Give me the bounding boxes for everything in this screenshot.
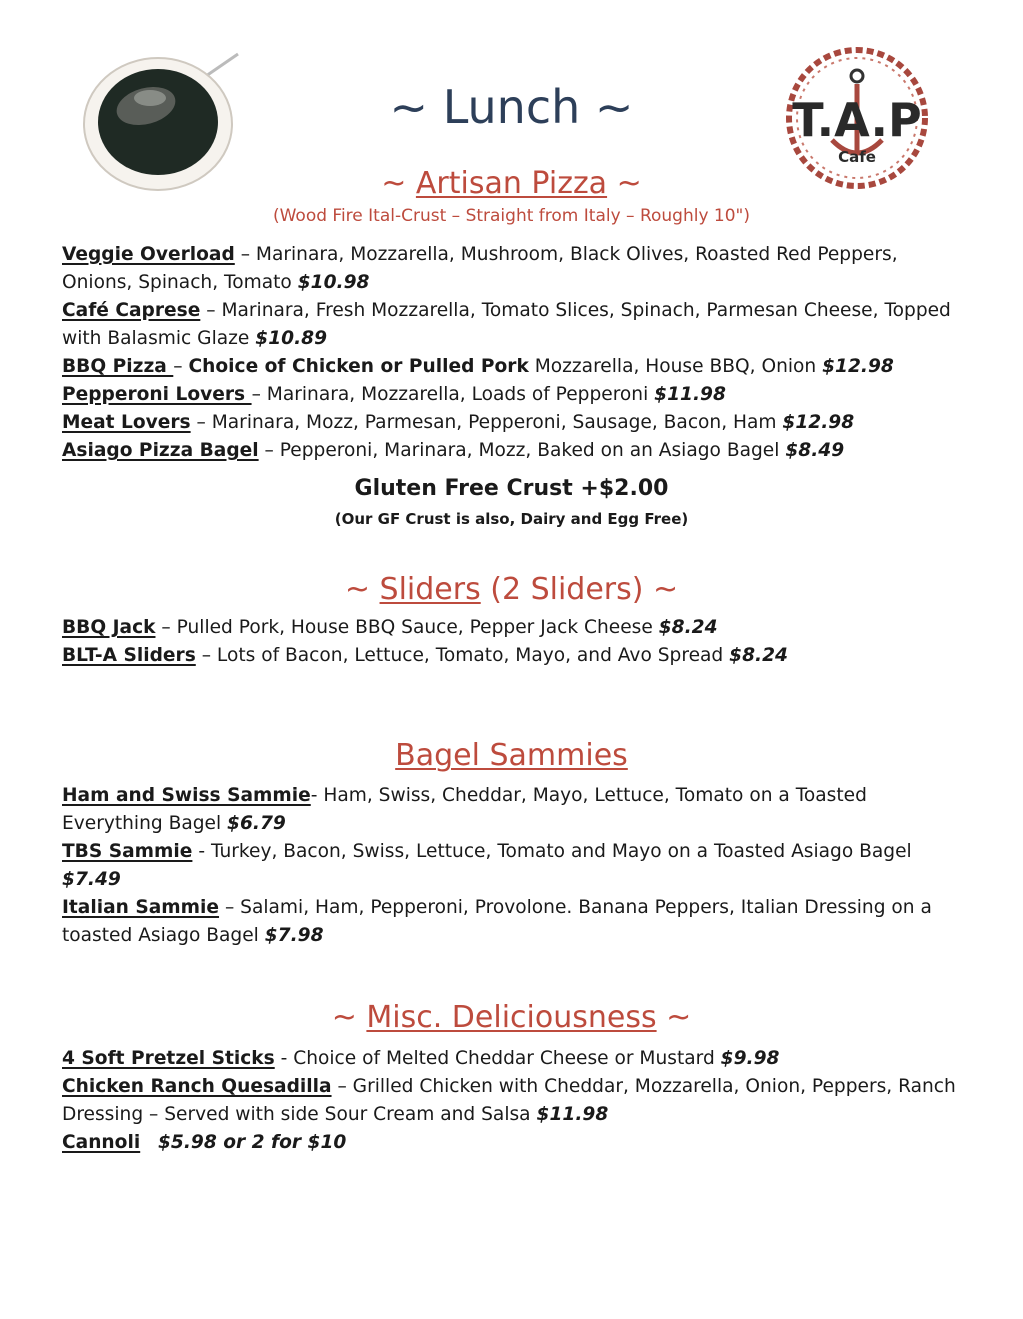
item-desc: Lots of Bacon, Lettuce, Tomato, Mayo, and Avo Spread — [216, 645, 730, 666]
sliders-heading: ~ Sliders (2 Sliders) ~ — [344, 572, 679, 607]
menu-item: Café Caprese – Marinara, Fresh Mozzarella, Tomato Slices, Spinach, Parmesan Cheese, Topped with Balasmic Glaze $10.89 — [62, 300, 951, 349]
item-name: Ham and Swiss Sammie — [62, 785, 311, 806]
menu-item: 4 Soft Pretzel Sticks - Choice of Melted Cheddar Cheese or Mustard $9.98 — [62, 1048, 780, 1069]
item-price: $10.89 — [255, 328, 328, 349]
item-price: $8.24 — [658, 617, 718, 638]
item-desc: Mozzarella, House BBQ, Onion — [528, 356, 823, 377]
item-price: $8.24 — [729, 645, 788, 666]
misc-heading: ~ Misc. Deliciousness ~ — [331, 1000, 692, 1035]
misc-heading-text: Misc. Deliciousness — [366, 1000, 657, 1035]
page-title: ~ Lunch ~ — [389, 80, 634, 134]
item-desc: Salami, Ham, Pepperoni, Provolone. Banana Peppers, Italian Dressing on a toasted Asiago Bagel — [62, 897, 932, 946]
item-desc: Ham, Swiss, Cheddar, Mayo, Lettuce, Tomato on a Toasted Everything Bagel — [62, 785, 867, 834]
item-name: Pepperoni Lovers — [62, 384, 252, 405]
pizza-subtitle: (Wood Fire Ital-Crust – Straight from Italy – Roughly 10") — [272, 206, 751, 226]
menu-item: Meat Lovers – Marinara, Mozz, Parmesan, Pepperoni, Sausage, Bacon, Ham $12.98 — [62, 412, 855, 433]
item-price: $7.49 — [62, 869, 121, 890]
menu-item: BLT-A Sliders – Lots of Bacon, Lettuce, Tomato, Mayo, and Avo Spread $8.24 — [62, 645, 788, 666]
bagels-heading — [0, 738, 1023, 773]
item-price: $11.98 — [536, 1104, 609, 1125]
menu-item: BBQ Jack – Pulled Pork, House BBQ Sauce, Pepper Jack Cheese $8.24 — [62, 617, 718, 638]
bagels-list — [62, 782, 972, 950]
item-name: 4 Soft Pretzel Sticks — [62, 1048, 275, 1069]
item-price: $5.98 or 2 for $10 — [157, 1132, 347, 1153]
bagels-heading-text: Bagel Sammies — [395, 738, 628, 773]
item-choice: Choice of Chicken or Pulled Pork — [188, 356, 529, 377]
logo-letters: T.A.P — [792, 93, 922, 147]
item-name: BLT-A Sliders — [62, 645, 196, 666]
item-desc: Marinara, Mozz, Parmesan, Pepperoni, Sausage, Bacon, Ham — [211, 412, 783, 433]
item-price: $9.98 — [720, 1048, 780, 1069]
item-name: Italian Sammie — [62, 897, 220, 918]
item-desc: Pulled Pork, House BBQ Sauce, Pepper Jack Cheese — [176, 617, 659, 638]
item-desc: Grilled Chicken with Cheddar, Mozzarella, Onion, Peppers, Ranch Dressing – Served with side Sour Cream and Salsa — [62, 1076, 956, 1125]
item-name: BBQ Jack — [62, 617, 156, 638]
menu-item: Ham and Swiss Sammie- Ham, Swiss, Cheddar, Mayo, Lettuce, Tomato on a Toasted Everything Bagel $6.79 — [62, 785, 867, 834]
sliders-list — [62, 614, 972, 670]
item-price: $6.79 — [227, 813, 286, 834]
item-name: BBQ Pizza — [62, 356, 174, 377]
item-price: $10.98 — [297, 272, 370, 293]
item-name: Cannoli — [62, 1132, 141, 1153]
item-name: TBS Sammie — [62, 841, 193, 862]
pizza-heading-text: Artisan Pizza — [415, 166, 608, 201]
menu-item: Chicken Ranch Quesadilla – Grilled Chicken with Cheddar, Mozzarella, Onion, Peppers, Ranch Dressing – Served with side Sour Cream and Salsa $11.98 — [62, 1076, 956, 1125]
logo-sub: Cafe — [838, 148, 876, 166]
gluten-free-subnote: (Our GF Crust is also, Dairy and Egg Free) — [334, 510, 689, 528]
item-price: $11.98 — [654, 384, 726, 405]
item-price: $8.49 — [785, 440, 845, 461]
pizza-list — [62, 241, 972, 465]
menu-item: Veggie Overload – Marinara, Mozzarella, Mushroom, Black Olives, Roasted Red Peppers, Onions, Spinach, Tomato $10.98 — [62, 244, 898, 293]
pizza-heading: ~ Artisan Pizza ~ — [381, 166, 642, 201]
item-name: Veggie Overload — [62, 244, 235, 265]
menu-item — [62, 1129, 972, 1157]
item-name: Asiago Pizza Bagel — [62, 440, 259, 461]
misc-list — [62, 1045, 972, 1157]
item-name: Meat Lovers — [62, 412, 191, 433]
item-desc: Choice of Melted Cheddar Cheese or Mustard — [293, 1048, 721, 1069]
menu-item: BBQ Pizza – Choice of Chicken or Pulled Pork Mozzarella, House BBQ, Onion $12.98 — [62, 356, 894, 377]
item-name: Chicken Ranch Quesadilla — [62, 1076, 332, 1097]
item-price: $7.98 — [264, 925, 324, 946]
menu-item: TBS Sammie - Turkey, Bacon, Swiss, Lettuce, Tomato and Mayo on a Toasted Asiago Bagel $7.49 — [62, 841, 912, 890]
gluten-free-note: Gluten Free Crust +$2.00 — [354, 476, 669, 501]
menu-item: Italian Sammie – Salami, Ham, Pepperoni, Provolone. Banana Peppers, Italian Dressing on a toasted Asiago Bagel $7.98 — [62, 897, 932, 946]
item-price: $12.98 — [782, 412, 855, 433]
item-desc: Marinara, Mozzarella, Mushroom, Black Olives, Roasted Red Peppers, Onions, Spinach, Tomato — [62, 244, 898, 293]
menu-item: Pepperoni Lovers – Marinara, Mozzarella, Loads of Pepperoni $11.98 — [62, 384, 726, 405]
menu-item: Asiago Pizza Bagel – Pepperoni, Marinara, Mozz, Baked on an Asiago Bagel $8.49 — [62, 440, 845, 461]
item-price: $12.98 — [822, 356, 894, 377]
sliders-heading-text: Sliders — [379, 572, 481, 607]
item-desc: Turkey, Bacon, Swiss, Lettuce, Tomato and Mayo on a Toasted Asiago Bagel — [210, 841, 912, 862]
item-name: Café Caprese — [62, 300, 201, 321]
item-desc: Pepperoni, Marinara, Mozz, Baked on an Asiago Bagel — [279, 440, 786, 461]
item-desc: Marinara, Fresh Mozzarella, Tomato Slices, Spinach, Parmesan Cheese, Topped with Balasmic Glaze — [62, 300, 951, 349]
item-desc: Marinara, Mozzarella, Loads of Pepperoni — [266, 384, 655, 405]
